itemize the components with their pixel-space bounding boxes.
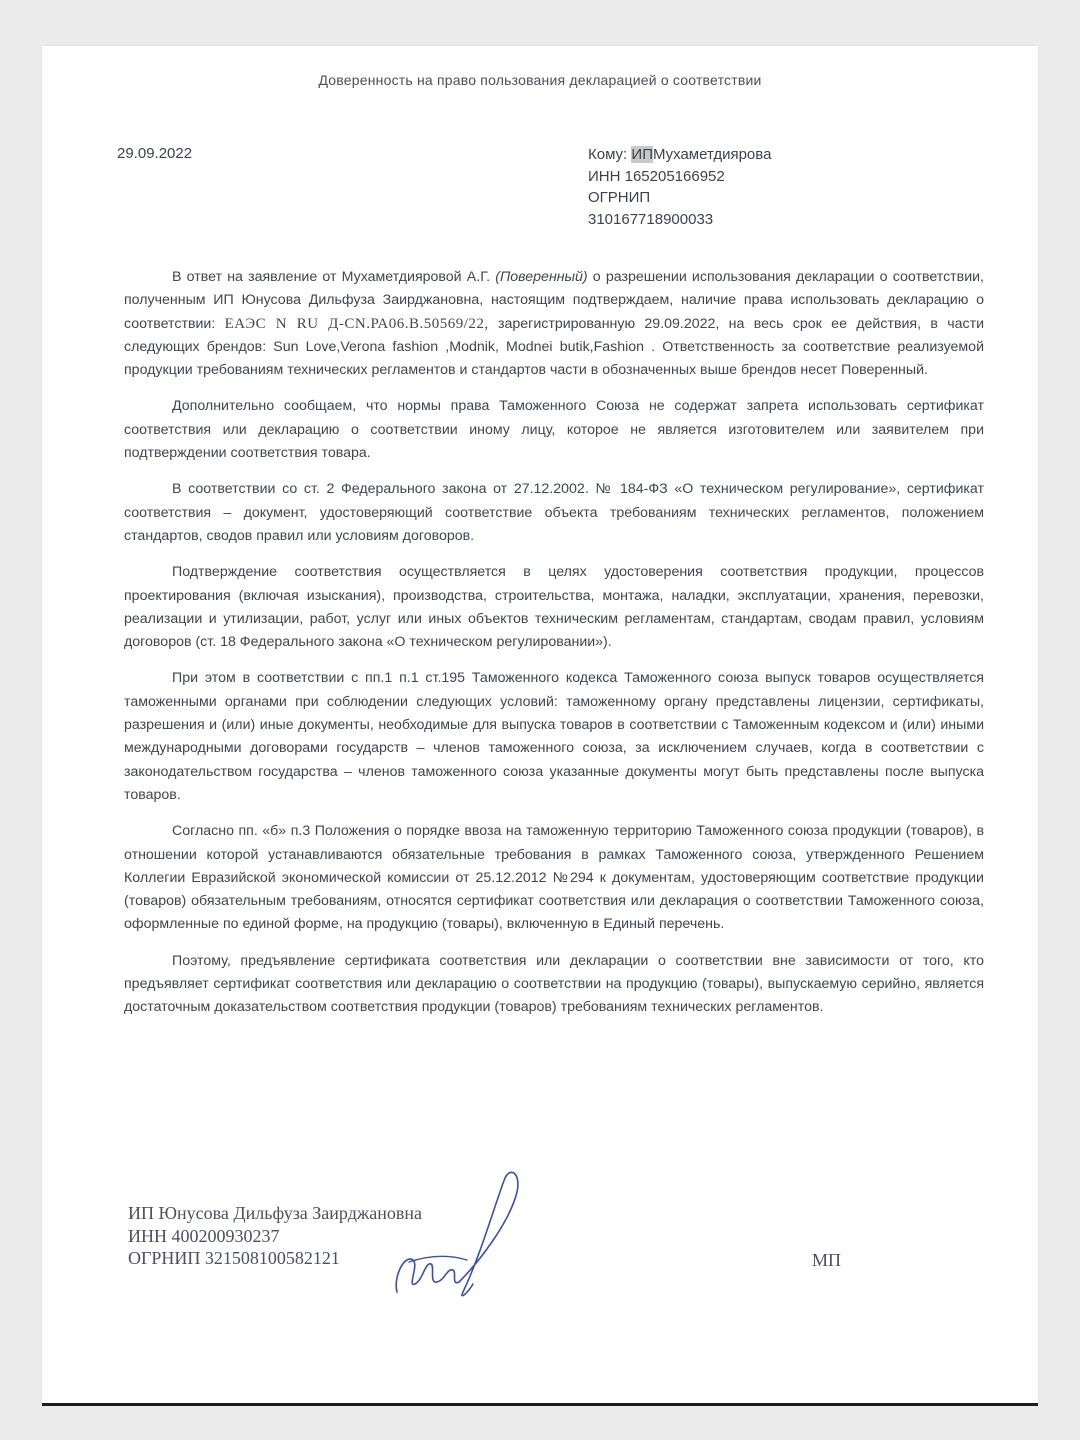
signatory-inn: ИНН 400200930237 [128,1225,280,1246]
recipient-ogrnip-label: ОГРНИП [588,189,651,206]
paragraph-3: В соответствии со ст. 2 Федерального закона от 27.12.2002. № 184-ФЗ «О техническом регулирование», сертификат соответствия – документ, удостоверяющий соответствие объекта требованиям технических регламентов, положением стандартов, сводов правил или условиям договоров. [124,481,984,544]
recipient-prefix: Кому: [588,146,628,163]
paragraph-1 [124,266,984,382]
paragraph-1-italic: (Поверенный) [495,269,588,285]
document-date: 29.09.2022 [117,145,193,162]
paragraph-7: Поэтому, предъявление сертификата соответствия или декларации о соответствии вне зависимости от того, кто предъявляет сертификат соответствия или декларацию о соответствии на продукцию (товары), выпускаемую серийно, является достаточным доказательством соответствия продукции (товаров) требованиям технических регламентов. [124,952,984,1016]
signatory-ogrnip: ОГРНИП 321508100582121 [128,1248,340,1268]
paragraph-1-text-b: о разрешении использования декларации о соответствии, полученным ИП Юнусова Дильфуза Заирджановна, настоящим подтверждаем, наличие права использовать декларацию о соответствии: [124,269,984,332]
stamp-label: МП [812,1250,842,1270]
signatory-block [128,1202,422,1270]
paragraph-1-text-c: зарегистрированную 29.09.2022, на весь срок ее действия, в части следующих брендов: Sun Love,Verona fashion ,Modnik, Modnei butik,Fashion . Ответственность за соответствие реализуемой продукции требованиям технических регламентов и стандартов части в обозначенных выше брендов несет Поверенный. [124,315,984,379]
scan-edge-divider [42,1403,1038,1406]
paragraph-5: При этом в соответствии с пп.1 п.1 ст.195 Таможенного кодекса Таможенного союза выпуск товаров осуществляется таможенными органами при соблюдении следующих условий: таможенному органу представлены лицензии, сертификаты, разрешения и (или) иные документы, необходимые для выпуска товаров в соответствии с Таможенным кодексом и (или) иными международными договорами государств – членов таможенного союза, за исключением случаев, когда в соответствии с законодательством государства – членов таможенного союза указанные документы могут быть представлены после выпуска товаров. [124,670,984,803]
paragraph-6: Согласно пп. «б» п.3 Положения о порядке ввоза на таможенную территорию Таможенного союза продукции (товаров), в отношении которой устанавливаются обязательные требования в рамках Таможенного союза, утвержденного Решением Коллегии Евразийской экономической комиссии от 25.12.2012 №294 к документам, удостоверяющим соответствие продукции (товаров) обязательным требованиям, относятся сертификат соответствия или декларация о соответствии Таможенного союза, оформленные по единой форме, на продукцию (товары), включенную в Единый перечень. [124,823,984,933]
recipient-block [588,144,771,230]
document-title: Доверенность на право пользования декларацией о соответствии [318,72,762,88]
recipient-ogrnip-number: 310167718900033 [588,210,714,228]
paragraph-4: Подтверждение соответствия осуществляется в целях удостоверения соответствия продукции, процессов проектирования (включая изыскания), производства, строительства, монтажа, наладки, эксплуатации, хранения, перевозки, реализации и утилизации, работ, услуг или иных объектов техническим регламентам, стандартам, сводам правил, условиям договоров (ст. 18 Федерального закона «О техническом регулировании»). [124,564,984,651]
document-body [124,266,984,1033]
recipient-inn: ИНН 165205166952 [588,167,725,185]
paragraph-2: Дополнительно сообщаем, что нормы права Таможенного Союза не содержат запрета использовать сертификат соответствия или декларацию о соответствии иному лицу, которое не является изготовителем или заявителем при подтверждении соответствия товара. [124,398,984,462]
handwritten-signature [387,1164,537,1304]
document-page [42,46,1038,1404]
recipient-ip-label: ИП [631,146,653,163]
paragraph-1-text-a: В ответ на заявление от Мухаметдияровой А.Г. [172,269,496,285]
signatory-name: ИП Юнусова Дильфуза Заирджановна [128,1203,423,1223]
declaration-number: ЕАЭС N RU Д-CN.РА06.В.50569/22, [224,315,489,332]
recipient-name: Мухаметдиярова [652,146,772,163]
recipient-line [588,144,771,166]
